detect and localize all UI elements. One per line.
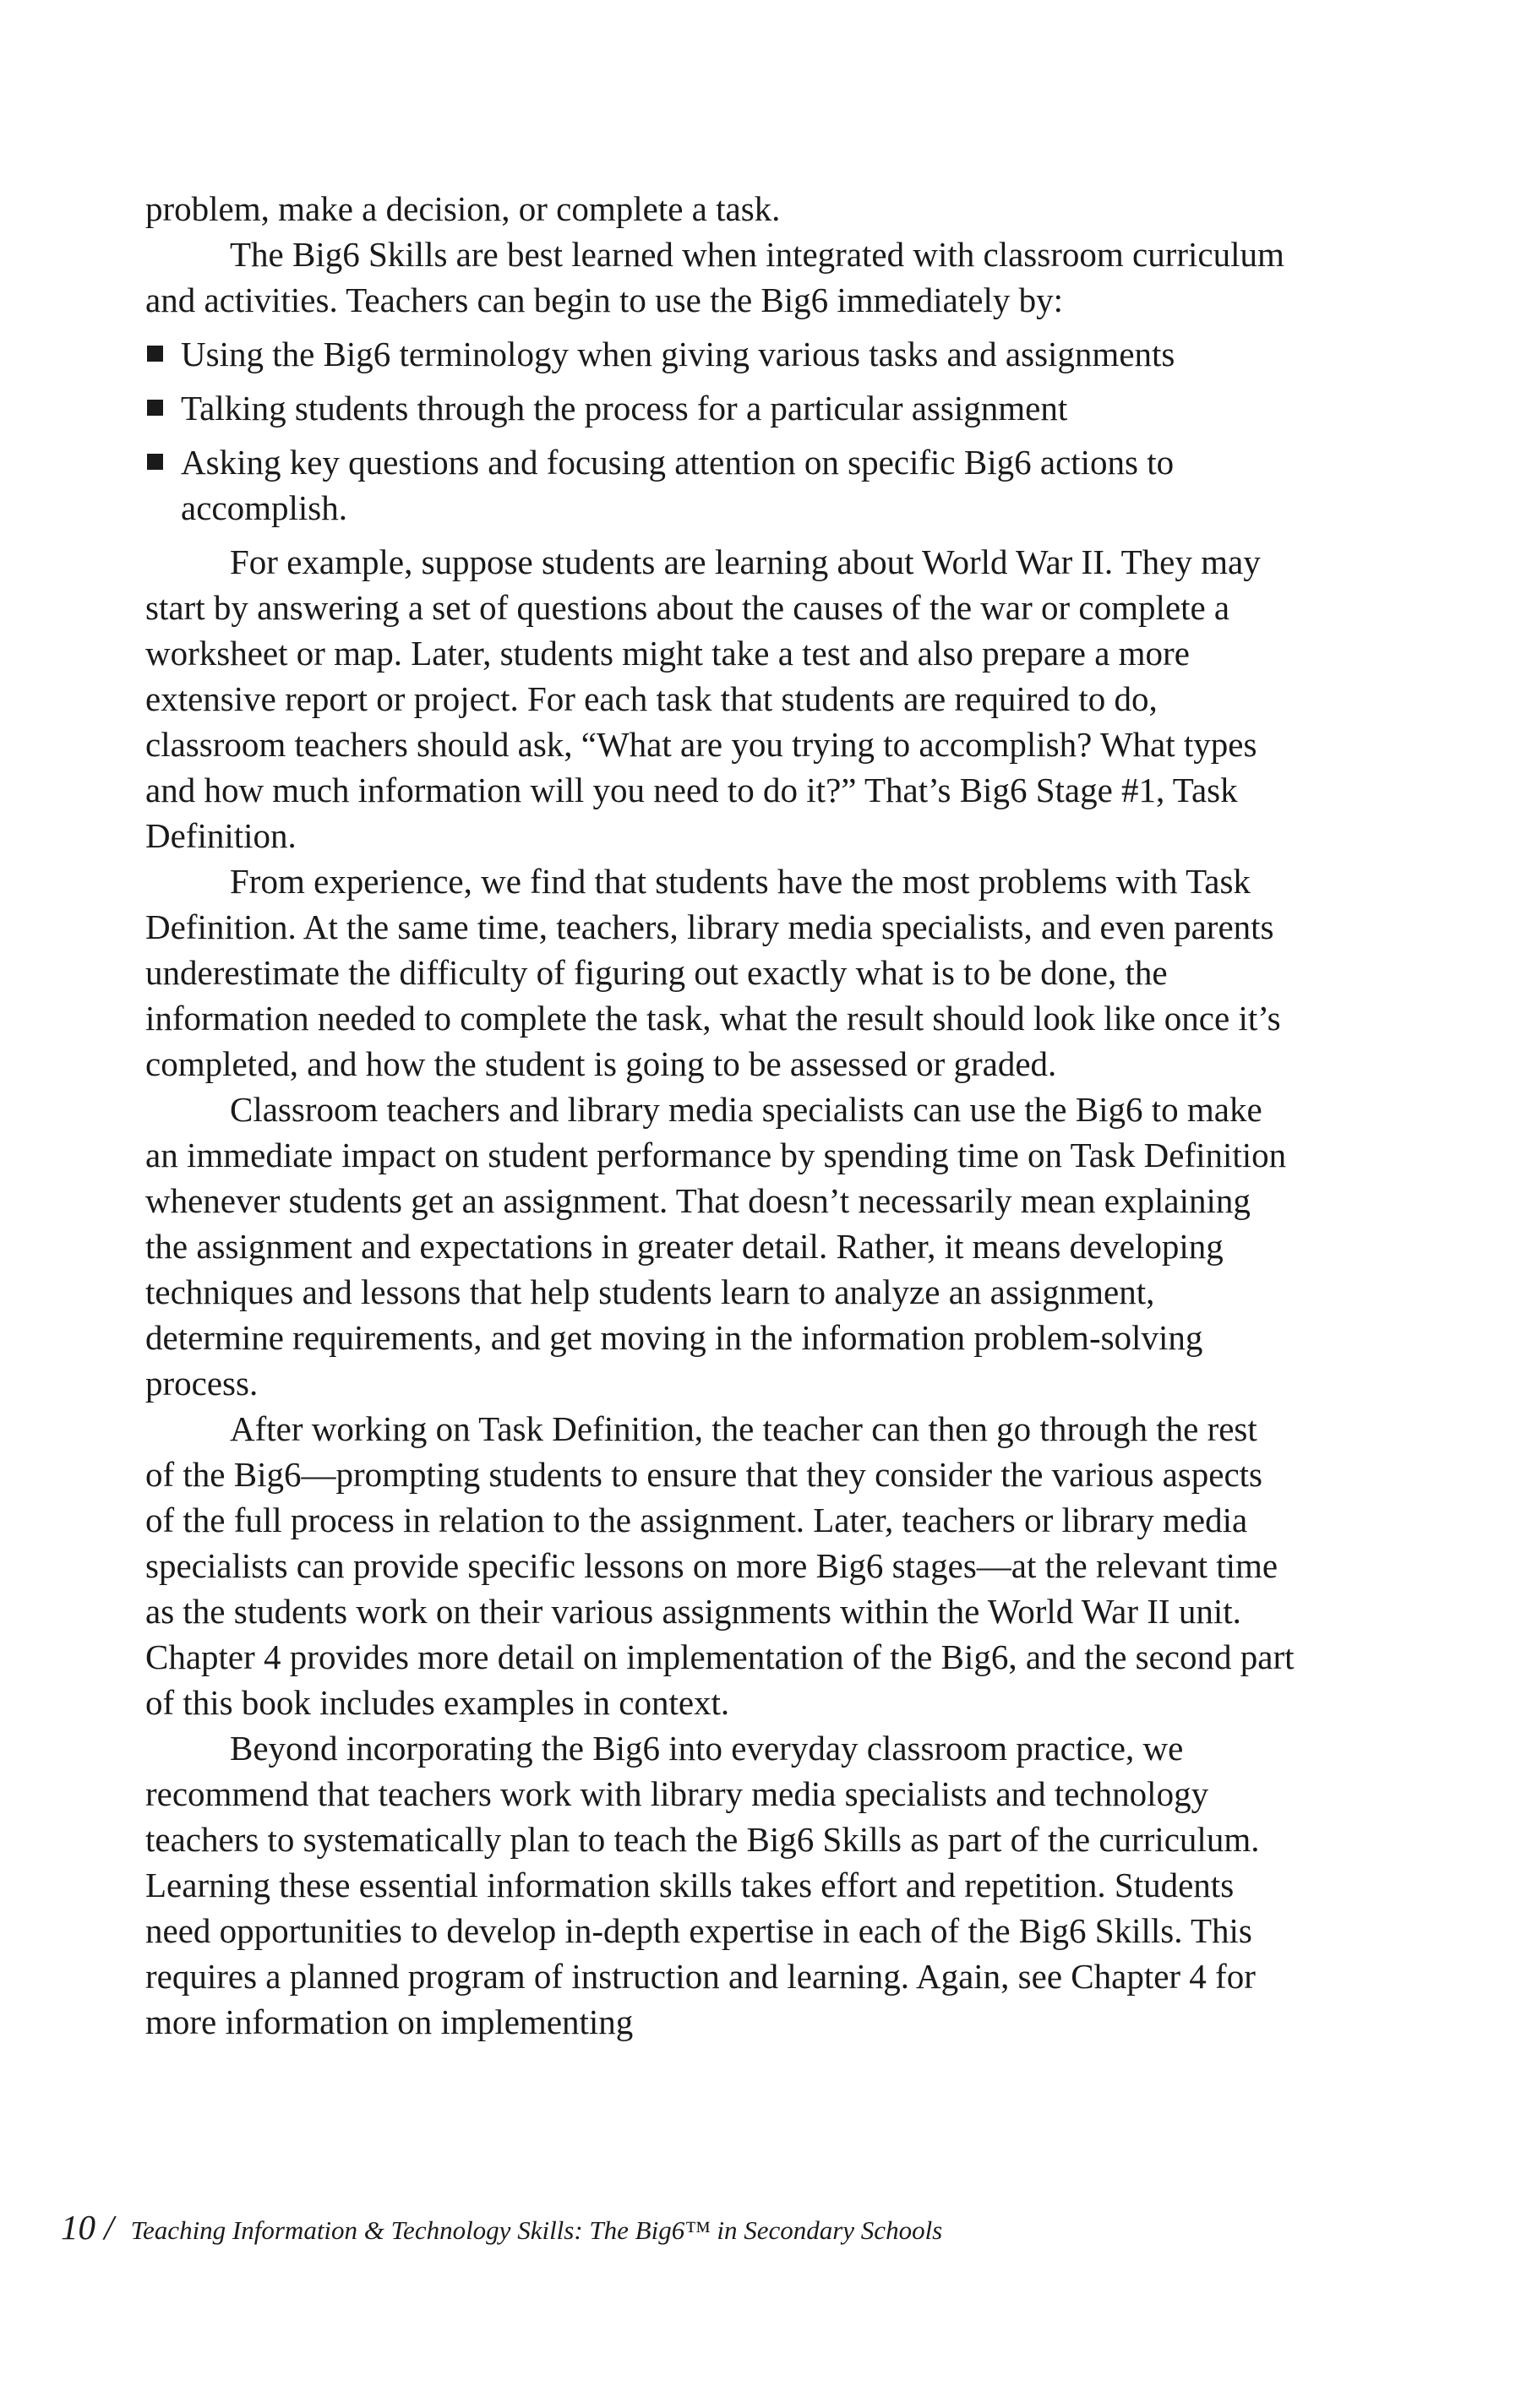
paragraph: For example, suppose students are learning about World War II. They may start by answering a set of questions about the causes of the war or complete a worksheet or map. Later, students might take a test and also prepare a more extensive report or project. For each task that students are required to do, classroom teachers should ask, “What are you trying to accomplish? What types and how much information will you need to do it?” That’s Big6 Stage #1, Task Definition. (145, 542, 1261, 855)
bullet-item (145, 385, 1295, 431)
running-title: Teaching Information & Technology Skills: The Big6™ in Secondary Schools (130, 2215, 943, 2245)
paragraph: The Big6 Skills are best learned when integrated with classroom curriculum and activities. Teachers can begin to use the Big6 immediately by: (145, 235, 1284, 319)
square-bullet-icon (147, 454, 163, 470)
page-body (145, 186, 1295, 2045)
bullet-list (145, 331, 1295, 531)
paragraph: Beyond incorporating the Big6 into everyday classroom practice, we recommend that teachers work with library media specialists and technology teachers to systematically plan to teach the Big6 Skills as part of the curriculum. Learning these essential information skills takes effort and repetition. Students need opportunities to develop in-depth expertise in each of the Big6 Skills. This requires a planned program of instruction and learning. Again, see Chapter 4 for more information on implementing (145, 1729, 1260, 2041)
paragraph: Classroom teachers and library media specialists can use the Big6 to make an immediate impact on student performance by spending time on Task Definition whenever students get an assignment. That doesn’t necessarily mean explaining the assignment and expectations in greater detail. Rather, it means developing techniques and lessons that help students learn to analyze an assignment, determine requirements, and get moving in the information problem-solving process. (145, 1090, 1287, 1403)
paragraph-continuation: problem, make a decision, or complete a task. (145, 189, 781, 228)
bullet-item (145, 439, 1295, 531)
paragraph: From experience, we find that students have the most problems with Task Definition. At the same time, teachers, library media specialists, and even parents underestimate the difficulty of figuring out exactly what is to be done, the information needed to complete the task, what the result should look like once it’s completed, and how the student is going to be assessed or graded. (145, 862, 1281, 1083)
page-number: 10 / (61, 2208, 114, 2247)
page-footer (61, 2207, 1328, 2247)
bullet-text: Asking key questions and focusing attention on specific Big6 actions to accomplish. (181, 443, 1175, 527)
paragraph: After working on Task Definition, the teacher can then go through the rest of the Big6—prompting students to ensure that they consider the various aspects of the full process in relation to the assignment. Later, teachers or library media specialists can provide specific lessons on more Big6 stages—at the relevant time as the students work on their various assignments within the World War II unit. Chapter 4 provides more detail on implementation of the Big6, and the second part of this book includes examples in context. (145, 1409, 1295, 1722)
bullet-text: Talking students through the process for a particular assignment (181, 389, 1068, 428)
bullet-item (145, 331, 1295, 377)
bullet-text: Using the Big6 terminology when giving various tasks and assignments (181, 335, 1175, 373)
square-bullet-icon (147, 400, 163, 416)
square-bullet-icon (147, 346, 163, 362)
